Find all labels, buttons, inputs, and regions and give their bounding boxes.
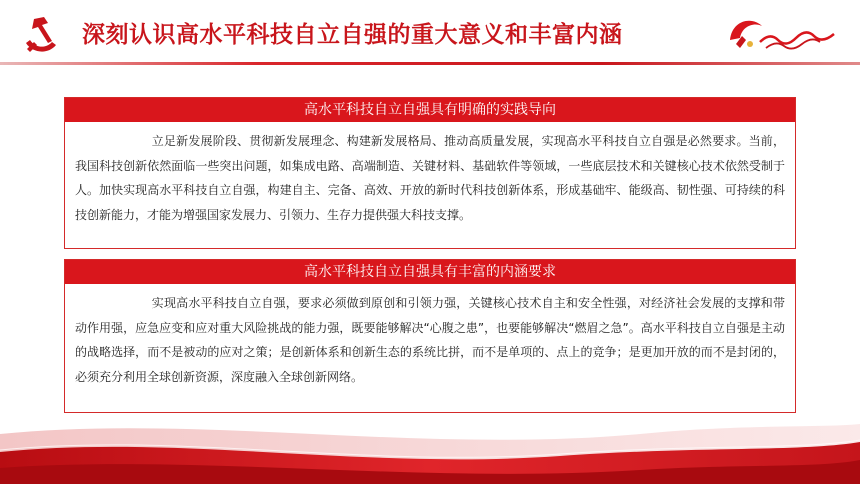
ribbon-wave-decoration: [0, 394, 860, 484]
section-heading: 高水平科技自立自强具有丰富的内涵要求: [65, 260, 795, 284]
decorative-logo: [722, 10, 842, 60]
section-body: [65, 122, 795, 227]
section-paragraph: 立足新发展阶段、贯彻新发展理念、构建新发展格局、推动高质量发展，实现高水平科技自立自强是必然要求。当前，我国科技创新依然面临一些突出问题，如集成电路、高端制造、关键材料、基础软件等领域，一些底层技术和关键核心技术依然受制于人。加快实现高水平科技自立自强，构建自主、完备、高效、开放的新时代科技创新体系，形成基础牢、能级高、韧性强、可持续的科技创新能力，才能为增强国家发展力、引领力、生存力提供强大科技支撑。: [75, 134, 785, 222]
section-heading: 高水平科技自立自强具有明确的实践导向: [65, 98, 795, 122]
section-body: [65, 284, 795, 389]
section-panel-connotation: [64, 259, 796, 413]
section-panel-practice: [64, 97, 796, 249]
section-paragraph: 实现高水平科技自立自强，要求必须做到原创和引领力强，关键核心技术自主和安全性强，对经济社会发展的支撑和带动作用强，应急应变和应对重大风险挑战的能力强，既要能够解决“心腹之患”，也要能够解决“燃眉之急”。高水平科技自立自强是主动的战略选择，而不是被动的应对之策；是创新体系和创新生态的系统比拼，而不是单项的、点上的竞争；是更加开放的而不是封闭的，必须充分利用全球创新资源，深度融入全球创新网络。: [75, 296, 785, 384]
title-divider: [0, 62, 860, 65]
page-title: 深刻认识高水平科技自立自强的重大意义和丰富内涵: [82, 22, 623, 48]
party-emblem-icon: [18, 13, 62, 57]
